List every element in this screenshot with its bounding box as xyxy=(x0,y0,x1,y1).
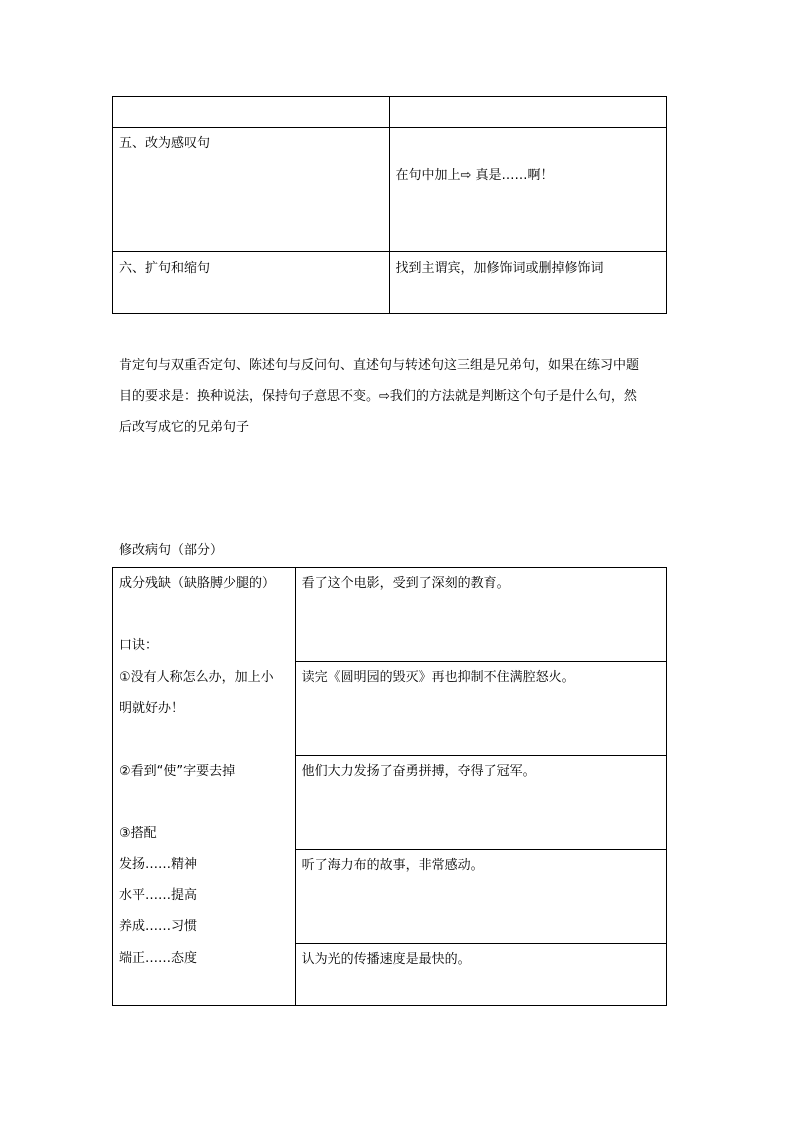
paragraph-line: 后改写成它的兄弟句子 xyxy=(119,420,250,435)
header-cell-left xyxy=(113,97,390,128)
rule-name: 五、改为感叹句 xyxy=(119,136,211,151)
rule-method: 找到主谓宾，加修饰词或删掉修饰词 xyxy=(395,261,604,276)
sentence-cell xyxy=(295,756,666,850)
tip-two: ②看到“使”字要去掉 xyxy=(119,764,236,779)
sentence-cell xyxy=(295,944,666,1006)
section-title: 修改病句（部分） xyxy=(119,543,224,558)
collocation-pair: 发扬……精神 xyxy=(119,857,198,872)
tip-one-line2: 明就好办！ xyxy=(119,701,185,716)
faulty-sentence: 读完《圆明园的毁灭》再也抑制不住满腔怒火。 xyxy=(301,670,575,685)
sentence-cell xyxy=(295,568,666,662)
sentence-cell xyxy=(295,662,666,756)
tip-one-line1: ①没有人称怎么办，加上小 xyxy=(119,670,274,685)
mnemonic-cell xyxy=(113,568,296,1006)
collocation-pair: 端正……态度 xyxy=(119,951,198,966)
table-row-header xyxy=(113,97,667,128)
faulty-sentence: 看了这个电影，受到了深刻的教育。 xyxy=(301,576,510,591)
sentence-cell xyxy=(295,850,666,944)
sentence-rules-table xyxy=(112,96,667,314)
tip-three: ③搭配 xyxy=(119,826,157,841)
rule-name-cell xyxy=(113,128,390,252)
faulty-sentence: 认为光的传播速度是最快的。 xyxy=(301,952,471,967)
rule-name-cell xyxy=(113,252,390,314)
table-row xyxy=(113,568,667,662)
rule-method-cell xyxy=(389,252,667,314)
table-row xyxy=(113,128,667,252)
collocation-pair: 养成……习惯 xyxy=(119,919,198,934)
rule-method: 在句中加上⇨ 真是……啊！ xyxy=(395,168,554,183)
faulty-sentence: 他们大力发扬了奋勇拼搏，夺得了冠军。 xyxy=(301,764,536,779)
rule-name: 六、扩句和缩句 xyxy=(119,261,211,276)
table-row xyxy=(113,252,667,314)
faulty-sentence: 听了海力布的故事，非常感动。 xyxy=(301,858,484,873)
header-cell-right xyxy=(389,97,667,128)
rule-method-cell xyxy=(389,128,667,252)
collocation-pair: 水平……提高 xyxy=(119,888,198,903)
category-title: 成分残缺（缺胳膊少腿的） xyxy=(119,576,276,591)
paragraph-line: 目的要求是：换种说法，保持句子意思不变。⇨我们的方法就是判断这个句子是什么句，然 xyxy=(119,389,637,404)
mnemonic-label: 口诀： xyxy=(119,638,159,653)
paragraph-line: 肯定句与双重否定句、陈述句与反问句、直述句与转述句这三组是兄弟句，如果在练习中题 xyxy=(119,358,640,373)
sentence-correction-table xyxy=(112,567,667,1006)
